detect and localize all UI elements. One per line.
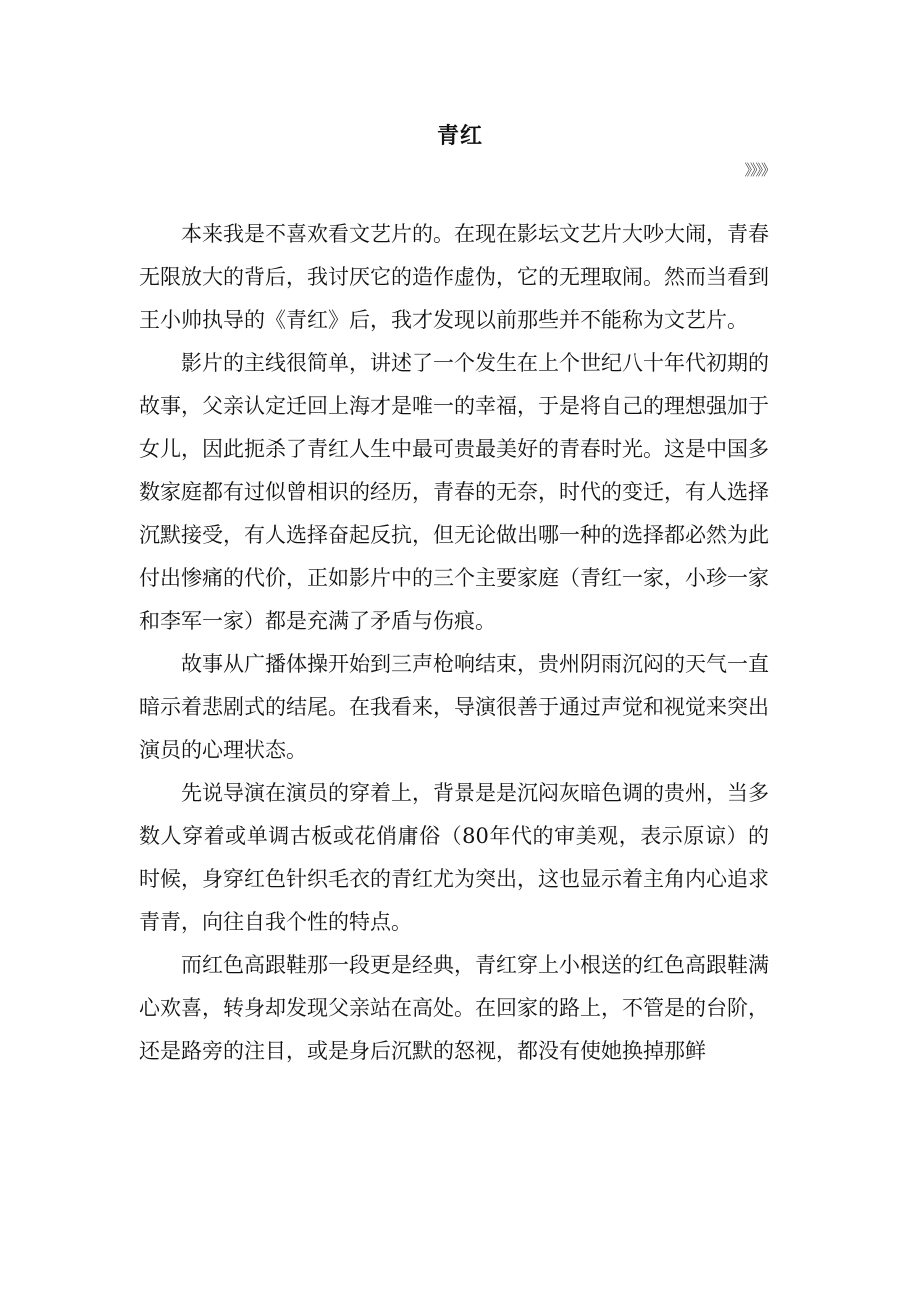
paragraph: 故事从广播体操开始到三声枪响结束，贵州阴雨沉闷的天气一直暗示着悲剧式的结尾。在我看来，导演很善于通过声觉和视觉来突出演员的心理状态。 — [139, 652, 769, 762]
continuation-mark: 》》》》 — [744, 161, 774, 179]
paragraph: 先说导演在演员的穿着上，背景是是沉闷灰暗色调的贵州，当多数人穿着或单调古板或花俏庸俗（80年代的审美观，表示原谅）的时候，身穿红色针织毛衣的青红尤为突出，这也显示着主角内心追求青青，向往自我个性的特点。 — [139, 781, 769, 934]
paragraph: 而红色高跟鞋那一段更是经典，青红穿上小根送的红色高跟鞋满心欢喜，转身却发现父亲站在高处。在回家的路上，不管是的台阶，还是路旁的注目，或是身后沉默的怒视，都没有使她换掉那鲜 — [139, 953, 769, 1063]
document-title: 青红 — [436, 123, 483, 149]
paragraph: 本来我是不喜欢看文艺片的。在现在影坛文艺片大吵大闹，青春无限放大的背后，我讨厌它的造作虚伪，它的无理取闹。然而当看到王小帅执导的《青红》后，我才发现以前那些并不能称为文艺片。 — [139, 222, 769, 332]
document-body — [139, 213, 769, 1073]
paragraph: 影片的主线很简单，讲述了一个发生在上个世纪八十年代初期的故事，父亲认定迁回上海才是唯一的幸福，于是将自己的理想强加于女儿，因此扼杀了青红人生中最可贵最美好的青春时光。这是中国多数家庭都有过似曾相识的经历，青春的无奈，时代的变迁，有人选择沉默接受，有人选择奋起反抗，但无论做出哪一种的选择都必然为此付出惨痛的代价，正如影片中的三个主要家庭（青红一家，小珍一家和李军一家）都是充满了矛盾与伤痕。 — [139, 351, 769, 633]
